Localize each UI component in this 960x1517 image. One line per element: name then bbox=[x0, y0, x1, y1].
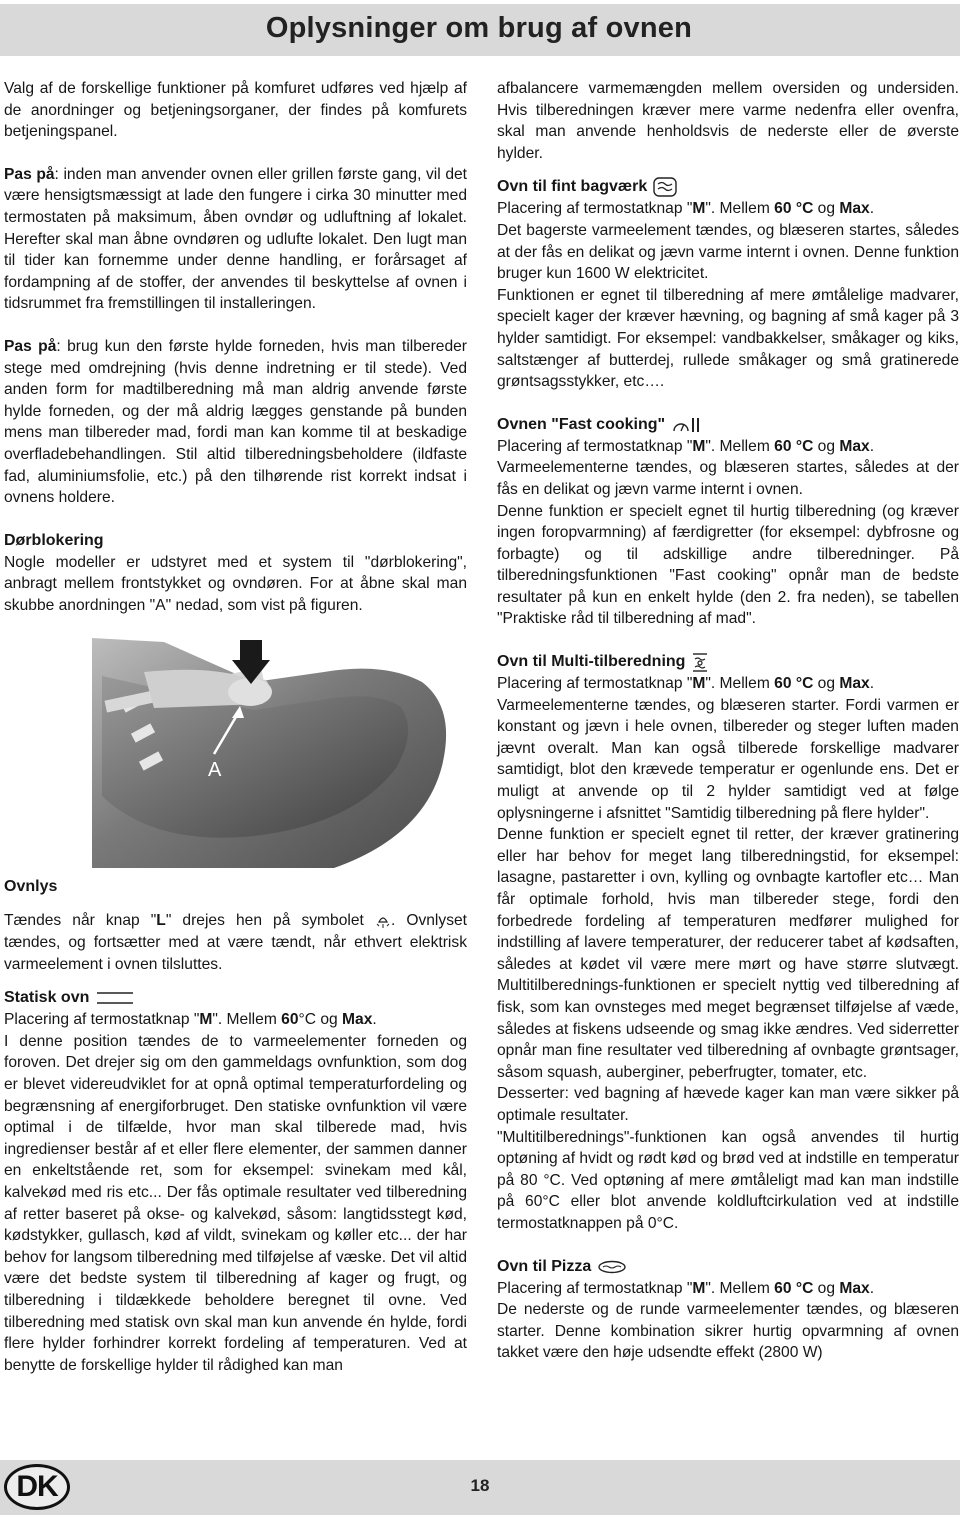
fast-paragraph-1: Varmeelementerne tændes, og blæseren startes, således at der fås en delikat og jævn varme internt i ovnen. bbox=[497, 459, 959, 498]
max-label: Max bbox=[839, 1279, 870, 1297]
multi-paragraph-3: Desserter: ved bagning af hævede kager kan man være sikker på optimale resultater. bbox=[497, 1085, 959, 1124]
oven-light-text: . Ovnlyset tændes, og fortsætter med at være tændt, når ethvert elektrisk varmeelement i ovnen tilsluttes. bbox=[4, 912, 467, 973]
temperature-value: 60 °C bbox=[774, 437, 814, 455]
pastry-paragraph-1: Det bagerste varmeelement tændes, og blæseren startes, således at der fås en delikat og jævn varme internt i ovnen. Denne funktion bruger kun 1600 W elektricitet. bbox=[497, 221, 959, 283]
placement-text: og bbox=[813, 437, 840, 455]
max-label: Max bbox=[342, 1011, 373, 1029]
placement-text: og bbox=[813, 200, 840, 218]
warning-paragraph-2 bbox=[4, 336, 467, 509]
max-label: Max bbox=[839, 675, 870, 693]
multi-paragraph-1: Varmeelementerne tændes, og blæseren starter. Fordi varmen er konstant og jævn i hele ovnen, tilbereder og steger luften maden jævnt overalt. Man kan også tilberede forskellige madvarer samtidigt, blot den krævede temperatur er ogenlunde ens. Det er muligt at anvende op til 2 hylder samtidigt ved at følge oplysningerne i afsnittet "Samtidig tilberedning på flere hylder". bbox=[497, 696, 959, 822]
pastry-paragraph-2: Funktionen er egnet til tilberedning af mere ømtålelige madvarer, specielt kager der kræver hævning, og bagning af små kager på 3 hylder samtidigt. For eksempel: vandbakkelser, småkager og kiks, saltstænger af butterdej, rullede småkager og små gratinerede grøntsagsstykker, etc…. bbox=[497, 286, 959, 391]
placement-text: Placering af termostatknap " bbox=[4, 1011, 200, 1029]
oven-light-paragraph bbox=[4, 910, 467, 975]
knob-label: L bbox=[156, 912, 166, 930]
figure-label-a: A bbox=[208, 759, 222, 782]
pastry-oven-heading-text: Ovn til fint bagværk bbox=[497, 178, 648, 196]
left-column bbox=[4, 78, 467, 1376]
page-header bbox=[0, 4, 960, 56]
temperature-value: 60 bbox=[281, 1011, 299, 1029]
continued-paragraph: afbalancere varmemængden mellem oversiden og undersiden. Hvis tilberedningen kræver mere varme nedenfra eller ovenfra, skal man anvende henholdsvis de nederste eller de øverste hylder. bbox=[497, 80, 959, 162]
knob-label: M bbox=[692, 437, 706, 455]
language-badge: DK bbox=[4, 1464, 70, 1510]
placement-text: . bbox=[869, 1279, 875, 1297]
multi-cooking-heading bbox=[497, 651, 959, 673]
page-footer bbox=[0, 1460, 960, 1515]
knob-label: M bbox=[692, 1279, 706, 1297]
static-oven-heading-text: Statisk ovn bbox=[4, 989, 90, 1007]
pizza-icon bbox=[597, 1260, 627, 1274]
oven-light-text: " drejes hen på symbolet bbox=[165, 912, 375, 930]
warning-text: : brug kun den første hylde forneden, hvis man tilbereder stege med omdrejning (hvis denne indretning er til stede). Ved anden form for madtilberedning må man aldrig anvende første hylde forneden, og der må aldrig lægges genstande på bunden mens man tilbereder mad, fordi man kan komme til at beskadige overfladebehandlingen. Stil altid tilberedningsbeholdere (ildfaste fad, aluminiumsfolie, etc.) på den tilhørende rist korrekt indsat i ovnens holdere. bbox=[4, 337, 467, 507]
warning-paragraph-1 bbox=[4, 164, 467, 315]
fast-cooking-heading-text: Ovnen "Fast cooking" bbox=[497, 415, 666, 433]
multi-cooking-icon bbox=[691, 652, 709, 672]
door-lock-figure bbox=[4, 636, 467, 868]
oven-light-heading: Ovnlys bbox=[4, 878, 58, 896]
pastry-fan-icon bbox=[653, 177, 677, 197]
static-oven-icon bbox=[95, 991, 135, 1005]
placement-text: . bbox=[869, 200, 875, 218]
knob-label: M bbox=[692, 675, 706, 693]
lamp-icon bbox=[375, 913, 391, 929]
page-title: Oplysninger om brug af ovnen bbox=[265, 12, 692, 44]
fast-cooking-icon bbox=[671, 415, 701, 435]
temperature-value: 60 °C bbox=[774, 1279, 814, 1297]
placement-text: og bbox=[813, 1279, 840, 1297]
intro-paragraph: Valg af de forskellige funktioner på komfuret udføres ved hjælp af de anordninger og betjeningsorganer, der findes på komfurets betjeningspanel. bbox=[4, 80, 467, 141]
static-oven-placement bbox=[4, 1009, 467, 1031]
right-column bbox=[497, 78, 959, 1364]
placement-text: ". Mellem bbox=[705, 1279, 775, 1297]
multi-placement bbox=[497, 673, 959, 695]
placement-text: . bbox=[869, 437, 875, 455]
placement-text: ". Mellem bbox=[705, 675, 775, 693]
pastry-placement bbox=[497, 198, 959, 220]
placement-text: Placering af termostatknap " bbox=[497, 1279, 693, 1297]
fast-placement bbox=[497, 436, 959, 458]
door-lock-heading: Dørblokering bbox=[4, 531, 104, 549]
max-label: Max bbox=[839, 200, 870, 218]
pizza-placement bbox=[497, 1278, 959, 1300]
multi-cooking-heading-text: Ovn til Multi-tilberedning bbox=[497, 653, 686, 671]
pizza-oven-heading bbox=[497, 1256, 959, 1278]
pizza-oven-heading-text: Ovn til Pizza bbox=[497, 1257, 592, 1275]
fast-paragraph-2: Denne funktion er specielt egnet til hurtig tilberedning (og kræver ingen foropvarmning) af færdigretter (for eksempel: dybfrosne og forbagte) og til adskillige andre tilberedninger. På tilberedningsfunktionen "Fast cooking" opnår man de bedste resultater på kun en enkelt hylde (den 2. fra neden), se tabellen "Praktiske råd til tilberedning af mad". bbox=[497, 502, 959, 628]
warning-label: Pas på bbox=[4, 337, 57, 355]
temperature-value: 60 °C bbox=[774, 200, 814, 218]
warning-text: : inden man anvender ovnen eller grillen første gang, vil det være hensigtsmæssigt at lade den fungere i cirka 30 minutter med termostaten på maksimum, åben ovndør og udluftning af lokalet. Herefter skal man åbne ovndøren og udlufte lokalet. Den lugt man til tider kan fornemme under denne handling, er forårsaget af fordampning af de stoffer, der anvendes til beskyttelse af ovnen i tidsrummet fra fremstillingen til installeringen. bbox=[4, 165, 467, 313]
placement-text: Placering af termostatknap " bbox=[497, 437, 693, 455]
placement-text: ". Mellem bbox=[705, 200, 775, 218]
static-oven-heading bbox=[4, 987, 467, 1009]
placement-text: . bbox=[372, 1011, 377, 1029]
placement-text: Placering af termostatknap " bbox=[497, 675, 693, 693]
door-lock-illustration bbox=[4, 636, 467, 868]
oven-light-text: Tændes når knap " bbox=[4, 912, 157, 930]
placement-text: Placering af termostatknap " bbox=[497, 200, 693, 218]
static-oven-paragraph: I denne position tændes de to varmeelementer forneden og foroven. Det drejer sig om den gammeldags ovnfunktion, som dog er blevet videreudviklet for at opnå optimal temperaturfordeling og begrænsning af energiforbruget. Den statiske ovnfunktion vil være optimal i de tilfælde, hvor man skal tilberede mad, hvis ingredienser består af et eller flere elementer, der sammen danner en enkeltstående ret, som for eksempel: svinekam med kål, kalvekød med ris etc... Der fås optimale resultater ved tilberedning af retter baseret på okse- og kalvekød, såsom: langtidsstegt kød, kødstykker, gullasch, kød af vildt, svinekam og køller etc... der har behov for langsom tilberedning med tilføjelse af væske. Det vil altid være det bedste system til tilberedning af kager og frugt, og tilberedning i tildækkede beholdere beregnet til ovne. Ved tilberedning med statisk ovn skal man kun anvende én hylde, fordi flere hylder forhindrer korrekt fordeling af temperaturen. Ved at benytte de forskellige hylder til rådighed kan man bbox=[4, 1032, 467, 1374]
placement-text: ". Mellem bbox=[705, 437, 775, 455]
placement-text: °C og bbox=[298, 1011, 343, 1029]
temperature-value: 60 °C bbox=[774, 675, 814, 693]
pizza-paragraph: De nederste og de runde varmeelementer tændes, og blæseren starter. Denne kombination sikrer hurtig opvarmning af ovnen takket være den høje udsendte effekt (2800 W) bbox=[497, 1301, 959, 1362]
multi-paragraph-2: Denne funktion er specielt egnet til retter, der kræver gratinering eller har behov for meget lang tilberedningstid, for eksempel: lasagne, pastaretter i ovn, kylling og ovnbagte kartofler etc… Man får optimale forhold, hvis man tilbereder stege, fordi den forbedrede fordeling af temperaturen medfører mulighed for indstilling af lavere temperaturer, der reducerer tabet af kødsaften, således at kødet vil være mere mørt og have større slutvægt. Multitilberednings-funktionen er specielt nyttig ved tilberedning af fisk, som kan ovnsteges med meget begrænset tilføjelse af væde, således at fiskens udseende og smag ikke ændres. Ved siderretter opnår man fine resultater ved tilberedning af ovnbagte grøntsager, såsom squash, auberginer, peberfrugter, tomater, etc. bbox=[497, 826, 959, 1081]
pastry-oven-heading bbox=[497, 176, 959, 198]
placement-text: ". Mellem bbox=[212, 1011, 282, 1029]
warning-label: Pas på bbox=[4, 165, 55, 183]
page-number: 18 bbox=[470, 1476, 490, 1495]
knob-label: M bbox=[692, 200, 706, 218]
max-label: Max bbox=[839, 437, 870, 455]
placement-text: og bbox=[813, 675, 840, 693]
multi-paragraph-4: "Multitilberednings"-funktionen kan også anvendes til hurtig optøning af hvidt og rødt kød og brød ved at indstille en temperatur på 80 °C. Ved optøning af mere ømtåleligt mad kan man indstille på 60°C eller blot anvende koldluftcirkulation ved at indstille termostatknappen på 0°C. bbox=[497, 1128, 959, 1232]
knob-label: M bbox=[199, 1011, 213, 1029]
placement-text: . bbox=[869, 675, 875, 693]
door-lock-paragraph: Nogle modeller er udstyret med et system til "dørblokering", anbragt mellem frontstykket og ovndøren. For at åbne skal man skubbe anordningen "A" nedad, som vist på figuren. bbox=[4, 553, 467, 614]
fast-cooking-heading bbox=[497, 414, 959, 436]
